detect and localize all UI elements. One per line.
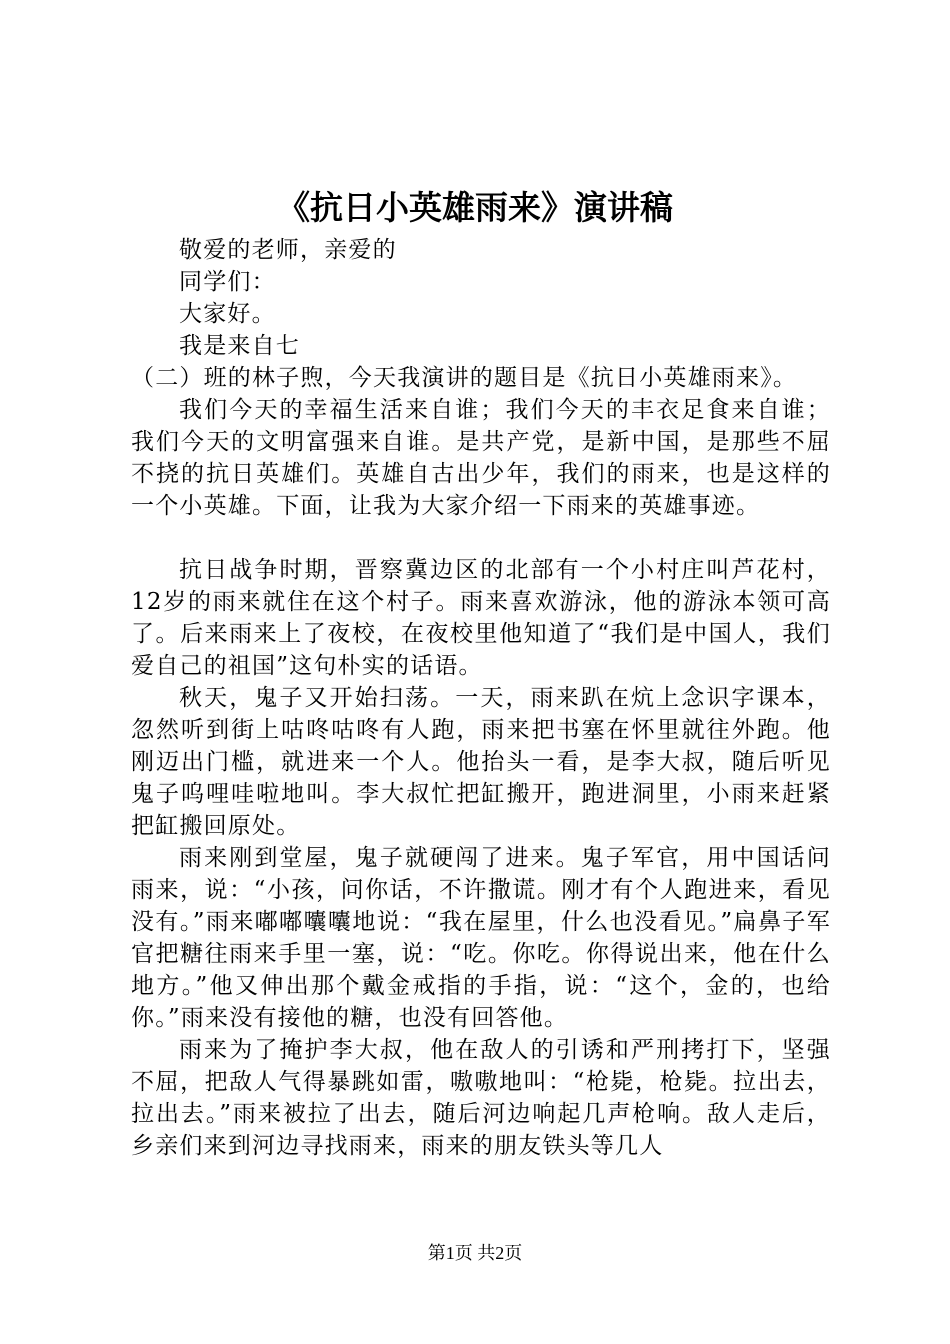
greeting-line-1: 敬爱的老师，亲爱的 [179,237,397,263]
greeting-line-2: 同学们： [179,269,276,295]
paragraph: 秋天，鬼子又开始扫荡。一天，雨来趴在炕上念识字课本，忽然听到街上咕咚咕咚有人跑，雨来把书塞在怀里就往外跑。他刚迈出门槛，就进来一个人。他抬头一看，是李大叔，随后听见鬼子呜哩哇啦地叫。李大叔忙把缸搬开，跑进洞里，小雨来赶紧把缸搬回原处。 [131,685,831,839]
paragraph: 抗日战争时期，晋察冀边区的北部有一个小村庄叫芦花村，12岁的雨来就住在这个村子。雨来喜欢游泳，他的游泳本领可高了。后来雨来上了夜校，在夜校里他知道了“我们是中国人，我们爱自己的祖国”这句朴实的话语。 [131,557,831,679]
greeting-line-3: 大家好。 [179,301,276,327]
page-footer: 第1页 共2页 [427,1243,523,1263]
paragraph: 我们今天的幸福生活来自谁；我们今天的丰衣足食来自谁；我们今天的文明富强来自谁。是共产党，是新中国，是那些不屈不挠的抗日英雄们。英雄自古出少年，我们的雨来，也是这样的一个小英雄。下面，让我为大家介绍一下雨来的英雄事迹。 [131,397,831,519]
intro-line-1: 我是来自七 [179,333,300,359]
intro-line-2: （二）班的林子煦，今天我演讲的题目是《抗日小英雄雨来》。 [131,365,798,391]
paragraph: 雨来为了掩护李大叔，他在敌人的引诱和严刑拷打下，坚强不屈，把敌人气得暴跳如雷，嗷嗷地叫：“枪毙，枪毙。拉出去，拉出去。”雨来被拉了出去，随后河边响起几声枪响。敌人走后，乡亲们来到河边寻找雨来，雨来的朋友铁头等几人 [131,1037,831,1159]
document-body [131,234,831,1162]
document-title: 《抗日小英雄雨来》演讲稿 [277,188,673,227]
paragraph: 雨来刚到堂屋，鬼子就硬闯了进来。鬼子军官，用中国话问雨来，说：“小孩，问你话，不许撒谎。刚才有个人跑进来，看见没有。”雨来嘟嘟囔囔地说：“我在屋里，什么也没看见。”扁鼻子军官把糖往雨来手里一塞，说：“吃。你吃。你得说出来，他在什么地方。”他又伸出那个戴金戒指的手指，说：“这个，金的，也给你。”雨来没有接他的糖，也没有回答他。 [131,845,831,1031]
